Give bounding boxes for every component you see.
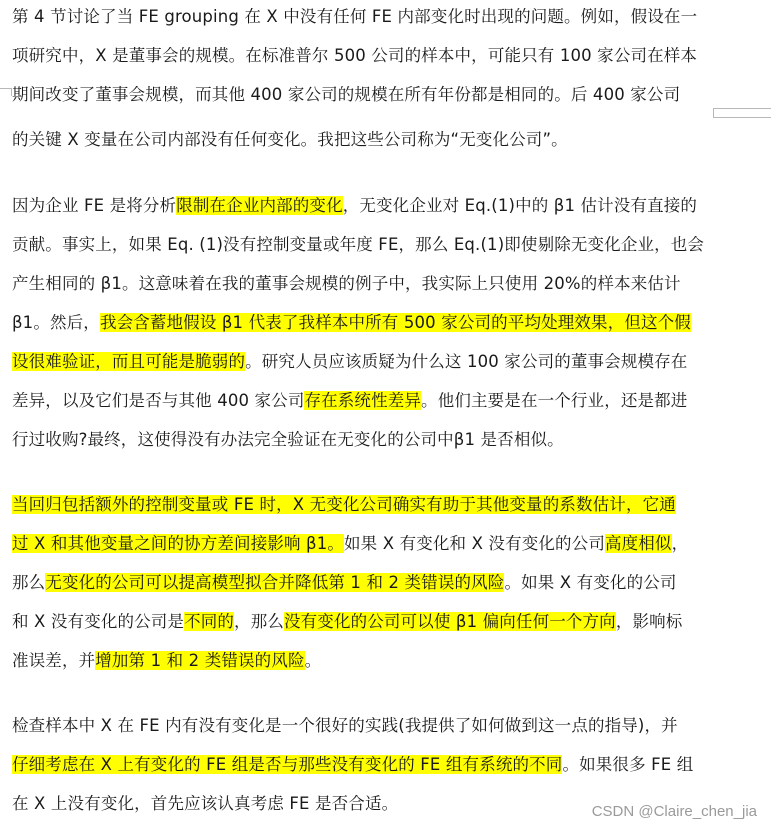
text-line: [12, 388, 687, 414]
text-line: [12, 531, 688, 557]
highlighted-text: 当回归包括额外的控制变量或 FE 时，X 无变化公司确实有助于其他变量的系数估计，它通: [12, 495, 676, 514]
text-line: [12, 4, 697, 30]
text-run: ，无变化企业对 Eq.(1)中的 β1 估计没有直接的: [342, 196, 698, 215]
text-line: [12, 713, 678, 739]
text-run: 的关键 X 变量在公司内部没有任何变化。我把这些公司称为“无变化公司”。: [12, 130, 568, 149]
highlighted-text: 过 X 和其他变量之间的协方差间接影响 β1。: [12, 534, 345, 553]
highlighted-text: 无变化的公司可以提高模型拟合并降低第 1 和 2 类错误的风险: [45, 573, 505, 592]
text-run: 产生相同的 β1。这意味着在我的董事会规模的例子中，我实际上只使用 20%的样本来估计: [12, 274, 681, 293]
text-line: [12, 791, 398, 817]
text-run: 如果 X 有变化和 X 没有变化的公司: [344, 534, 605, 553]
text-line: [12, 752, 693, 778]
text-line: [12, 310, 691, 336]
text-run: 那么: [12, 573, 46, 592]
highlighted-text: 存在系统性差异: [304, 391, 422, 410]
text-line: [12, 609, 682, 635]
highlighted-text: 设很难验证，而且可能是脆弱的: [12, 352, 246, 371]
text-line: [12, 492, 676, 518]
text-run: 期间改变了董事会规模，而其他 400 家公司的规模在所有年份都是相同的。后 400 家公司: [12, 85, 681, 104]
text-line: [12, 43, 697, 69]
text-line: [12, 648, 321, 674]
text-run: 差异，以及它们是否与其他 400 家公司: [12, 391, 305, 410]
text-line: [12, 232, 704, 258]
margin-marker-left: [0, 88, 12, 96]
text-run: 。他们主要是在一个行业，还是都进: [421, 391, 688, 410]
text-run: 。研究人员应该质疑为什么这 100 家公司的董事会规模存在: [245, 352, 688, 371]
highlighted-text: 增加第 1 和 2 类错误的风险: [95, 651, 305, 670]
text-run: 准误差，并: [12, 651, 96, 670]
text-run: ，: [671, 534, 689, 553]
text-run: β1。然后，: [12, 313, 100, 332]
text-run: 。如果 X 有变化的公司: [504, 573, 677, 592]
text-line: [12, 349, 687, 375]
text-run: ，影响标: [615, 612, 683, 631]
highlighted-text: 我会含蓄地假设 β1 代表了我样本中所有 500 家公司的平均处理效果，但这个假: [99, 313, 691, 332]
text-line: [12, 427, 564, 453]
text-run: 行过收购?最终，这使得没有办法完全验证在无变化的公司中β1 是否相似。: [12, 430, 564, 449]
text-run: 因为企业 FE 是将分析: [12, 196, 177, 215]
text-line: [12, 193, 697, 219]
text-run: 第 4 节讨论了当 FE grouping 在 X 中没有任何 FE 内部变化时出现的问题。例如，假设在一: [12, 7, 698, 26]
text-run: 和 X 没有变化的公司是: [12, 612, 185, 631]
text-run: 。如果很多 FE 组: [562, 755, 694, 774]
text-line: [12, 570, 677, 596]
text-line: [12, 271, 681, 297]
highlighted-text: 没有变化的公司可以使 β1 偏向任何一个方向: [284, 612, 616, 631]
highlighted-text: 高度相似: [604, 534, 672, 553]
text-run: 检查样本中 X 在 FE 内有没有变化是一个很好的实践(我提供了如何做到这一点的指导)，并: [12, 716, 678, 735]
highlighted-text: 仔细考虑在 X 上有变化的 FE 组是否与那些没有变化的 FE 组有系统的不同: [12, 755, 563, 774]
text-line: [12, 82, 680, 108]
text-run: 贡献。事实上，如果 Eq. (1)没有控制变量或年度 FE，那么 Eq.(1)即使剔除无变化企业，也会: [12, 235, 705, 254]
text-run: 。: [304, 651, 322, 670]
text-run: 项研究中，X 是董事会的规模。在标准普尔 500 公司的样本中，可能只有 100 家公司在样本: [12, 46, 698, 65]
text-run: ，那么: [234, 612, 284, 631]
margin-marker-right: [713, 108, 771, 118]
highlighted-text: 不同的: [184, 612, 235, 631]
text-run: 在 X 上没有变化，首先应该认真考虑 FE 是否合适。: [12, 794, 399, 813]
watermark: CSDN @Claire_chen_jia: [591, 803, 757, 820]
text-line: [12, 127, 568, 153]
highlighted-text: 限制在企业内部的变化: [176, 196, 343, 215]
